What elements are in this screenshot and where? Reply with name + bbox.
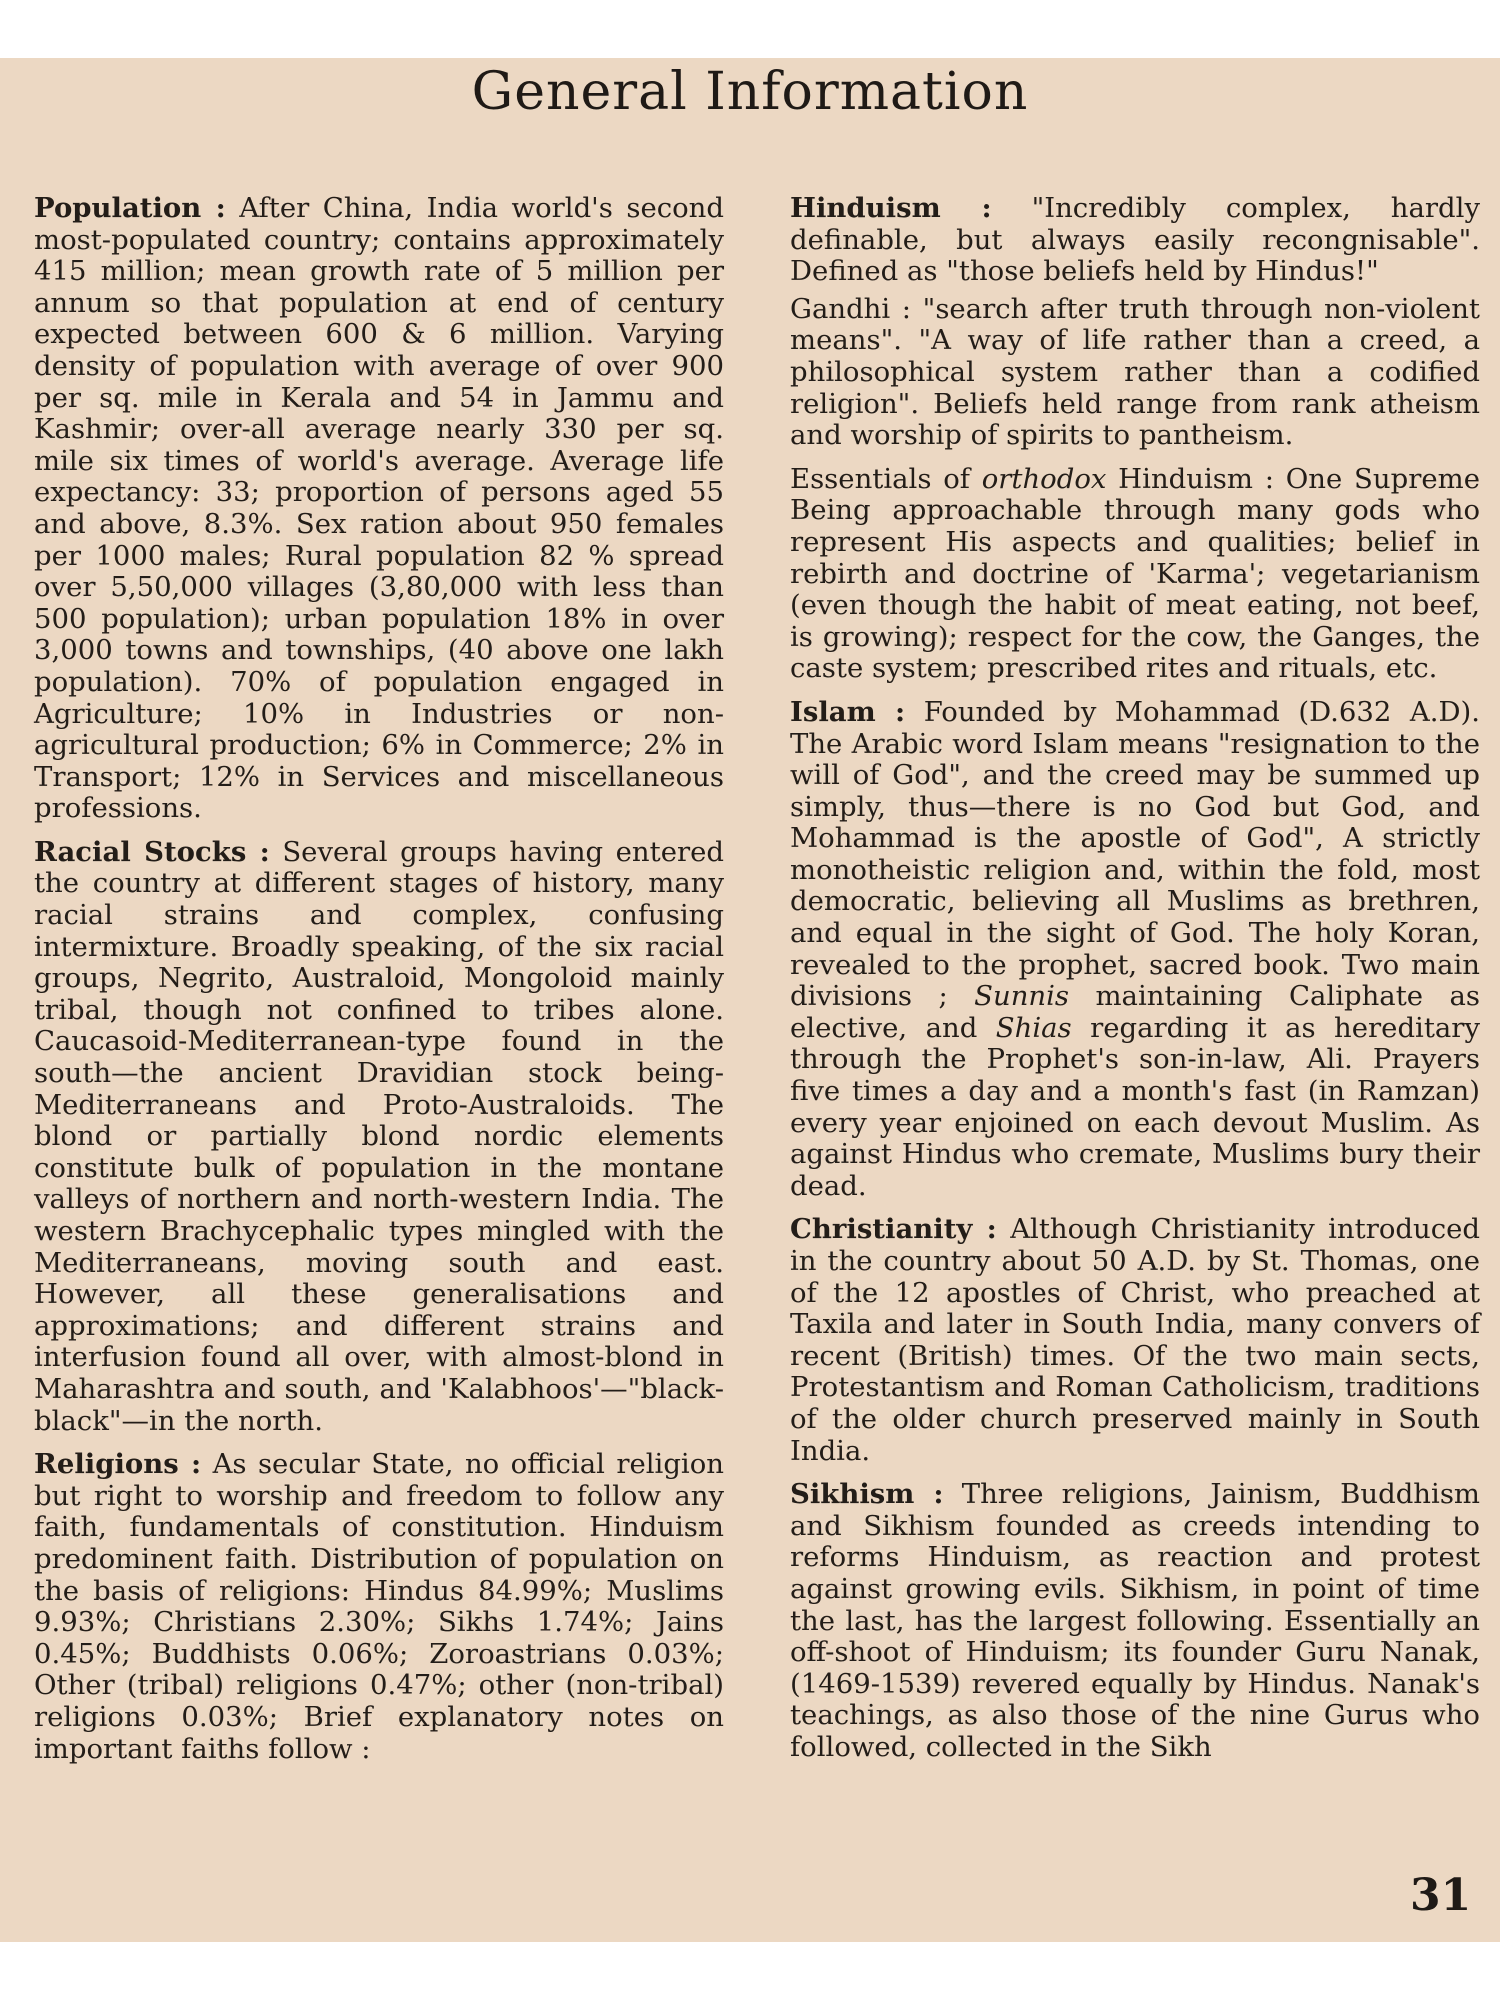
population-text: After China, India world's second most-populated country; contains approximately 415 million; mean growth rate of 5 million per annum so that population at end of century expected between 600 & 6 million. Varying density of population with average of over 900 per sq. mile in Kerala and 54 in Jammu and Kashmir; over-all average nearly 330 per sq. mile six times of world's average. Average life expectancy: 33; proportion of persons aged 55 and above, 8.3%. Sex ration about 950 females per 1000 males; Rural population 82 % spread over 5,50,000 villages (3,80,000 with less than 500 population); urban population 18% in over 3,000 towns and townships, (40 above one lakh population). 70% of population engaged in Agriculture; 10% in Industries or non-agricultural production; 6% in Commerce; 2% in Transport; 12% in Services and miscellaneous professions. [34, 192, 724, 825]
hinduism-text: "Incredibly complex, hardly definable, but always easily recongnisable". Defined as "those beliefs held by Hindus!" [790, 192, 1480, 288]
right-column [790, 193, 1480, 1776]
christianity-paragraph [790, 1214, 1480, 1467]
page-number: 31 [1410, 1870, 1472, 1921]
left-column [34, 193, 724, 1777]
population-label: Population : [34, 192, 226, 224]
racial-stocks-text: Several groups having entered the country at different stages of history, many racial strains and complex, confusing intermixture. Broadly speaking, of the six racial groups, Negrito, Australoid, Mongoloid mainly tribal, though not confined to tribes alone. Caucasoid-Mediterranean-type found in the south—the ancient Dravidian stock being-Mediterraneans and Proto-Australoids. The blond or partially blond nordic elements constitute bulk of population in the montane valleys of northern and north-western India. The western Brachycephalic types mingled with the Mediterraneans, moving south and east. However, all these generalisations and approximations; and different strains and interfusion found all over, with almost-blond in Maharashtra and south, and 'Kalabhoos'—"black-black"—in the north. [34, 835, 724, 1437]
islam-label: Islam : [790, 695, 906, 728]
sikhism-label: Sikhism : [790, 1478, 944, 1511]
gandhi-label: Gandhi : [790, 292, 912, 325]
essentials-pre: Essentials of [790, 462, 970, 495]
racial-stocks-paragraph [34, 837, 724, 1437]
christianity-text: Although Christianity introduced in the country about 50 A.D. by St. Thomas, one of the 12 apostles of Christ, who preached at Taxila and later in South India, many convers of recent (British) times. Of the two main sects, Protestantism and Roman Catholicism, traditions of the older church preserved mainly in South India. [790, 1213, 1480, 1467]
essentials-italic: orthodox [981, 462, 1107, 495]
sikhism-text: Three religions, Jainism, Buddhism and Sikhism founded as creeds intending to reforms Hinduism, as reaction and protest against growing evils. Sikhism, in point of time the last, has the largest following. Essentially an off-shoot of Hinduism; its founder Guru Nanak, (1469-1539) revered equally by Hindus. Nanak's teachings, as also those of the nine Gurus who followed, collected in the Sikh [790, 1478, 1481, 1763]
islam-text-2: maintaining Caliphate as elective, and [790, 980, 1480, 1044]
islam-shias: Shias [995, 1011, 1072, 1044]
gandhi-paragraph [790, 294, 1480, 452]
religions-paragraph [34, 1449, 724, 1765]
essentials-text: Hinduism : One Supreme Being approachable through many gods who represent His aspects and qualities; belief in rebirth and doctrine of 'Karma'; vegetarianism (even though the habit of meat eating, not beef, is growing); respect for the cow, the Ganges, the caste system; prescribed rites and rituals, etc. [790, 462, 1480, 685]
christianity-label: Christianity : [790, 1213, 997, 1246]
racial-stocks-label: Racial Stocks : [34, 835, 270, 868]
islam-paragraph [790, 697, 1480, 1203]
islam-text-3: regarding it as hereditary through the Prophet's son-in-law, Ali. Prayers five times a day and a month's fast (in Ramzan) every year enjoined on each devout Muslim. As against Hindus who cremate, Muslims bury their dead. [790, 1011, 1480, 1202]
religions-text: As secular State, no official religion but right to worship and freedom to follow any faith, fundamentals of constitution. Hinduism predominent faith. Distribution of population on the basis of religions: Hindus 84.99%; Muslims 9.93%; Christians 2.30%; Sikhs 1.74%; Jains 0.45%; Buddhists 0.06%; Zoroastrians 0.03%; Other (tribal) religions 0.47%; other (non-tribal) religions 0.03%; Brief explanatory notes on important faiths follow : [34, 1448, 724, 1765]
sikhism-paragraph [790, 1479, 1480, 1763]
religions-label: Religions : [34, 1448, 202, 1481]
page-title: General Information [471, 62, 1029, 122]
gandhi-text: "search after truth through non-violent means". "A way of life rather than a creed, a philosophical system rather than a codified religion". Beliefs held range from rank atheism and worship of spirits to pantheism. [790, 292, 1480, 452]
hinduism-label: Hinduism : [790, 192, 992, 224]
population-paragraph [34, 193, 724, 825]
islam-sunnis: Sunnis [974, 980, 1070, 1013]
islam-text-1: Founded by Mohammad (D.632 A.D). The Arabic word Islam means "resignation to the will of God", and the creed may be summed up simply, thus—there is no God but God, and Mohammad is the apostle of God", A strictly monotheistic religion and, within the fold, most democratic, believing all Muslims as brethren, and equal in the sight of God. The holy Koran, revealed to the prophet, sacred book. Two main divisions ; [790, 695, 1480, 1013]
hinduism-paragraph [790, 193, 1480, 288]
essentials-paragraph [790, 464, 1480, 685]
